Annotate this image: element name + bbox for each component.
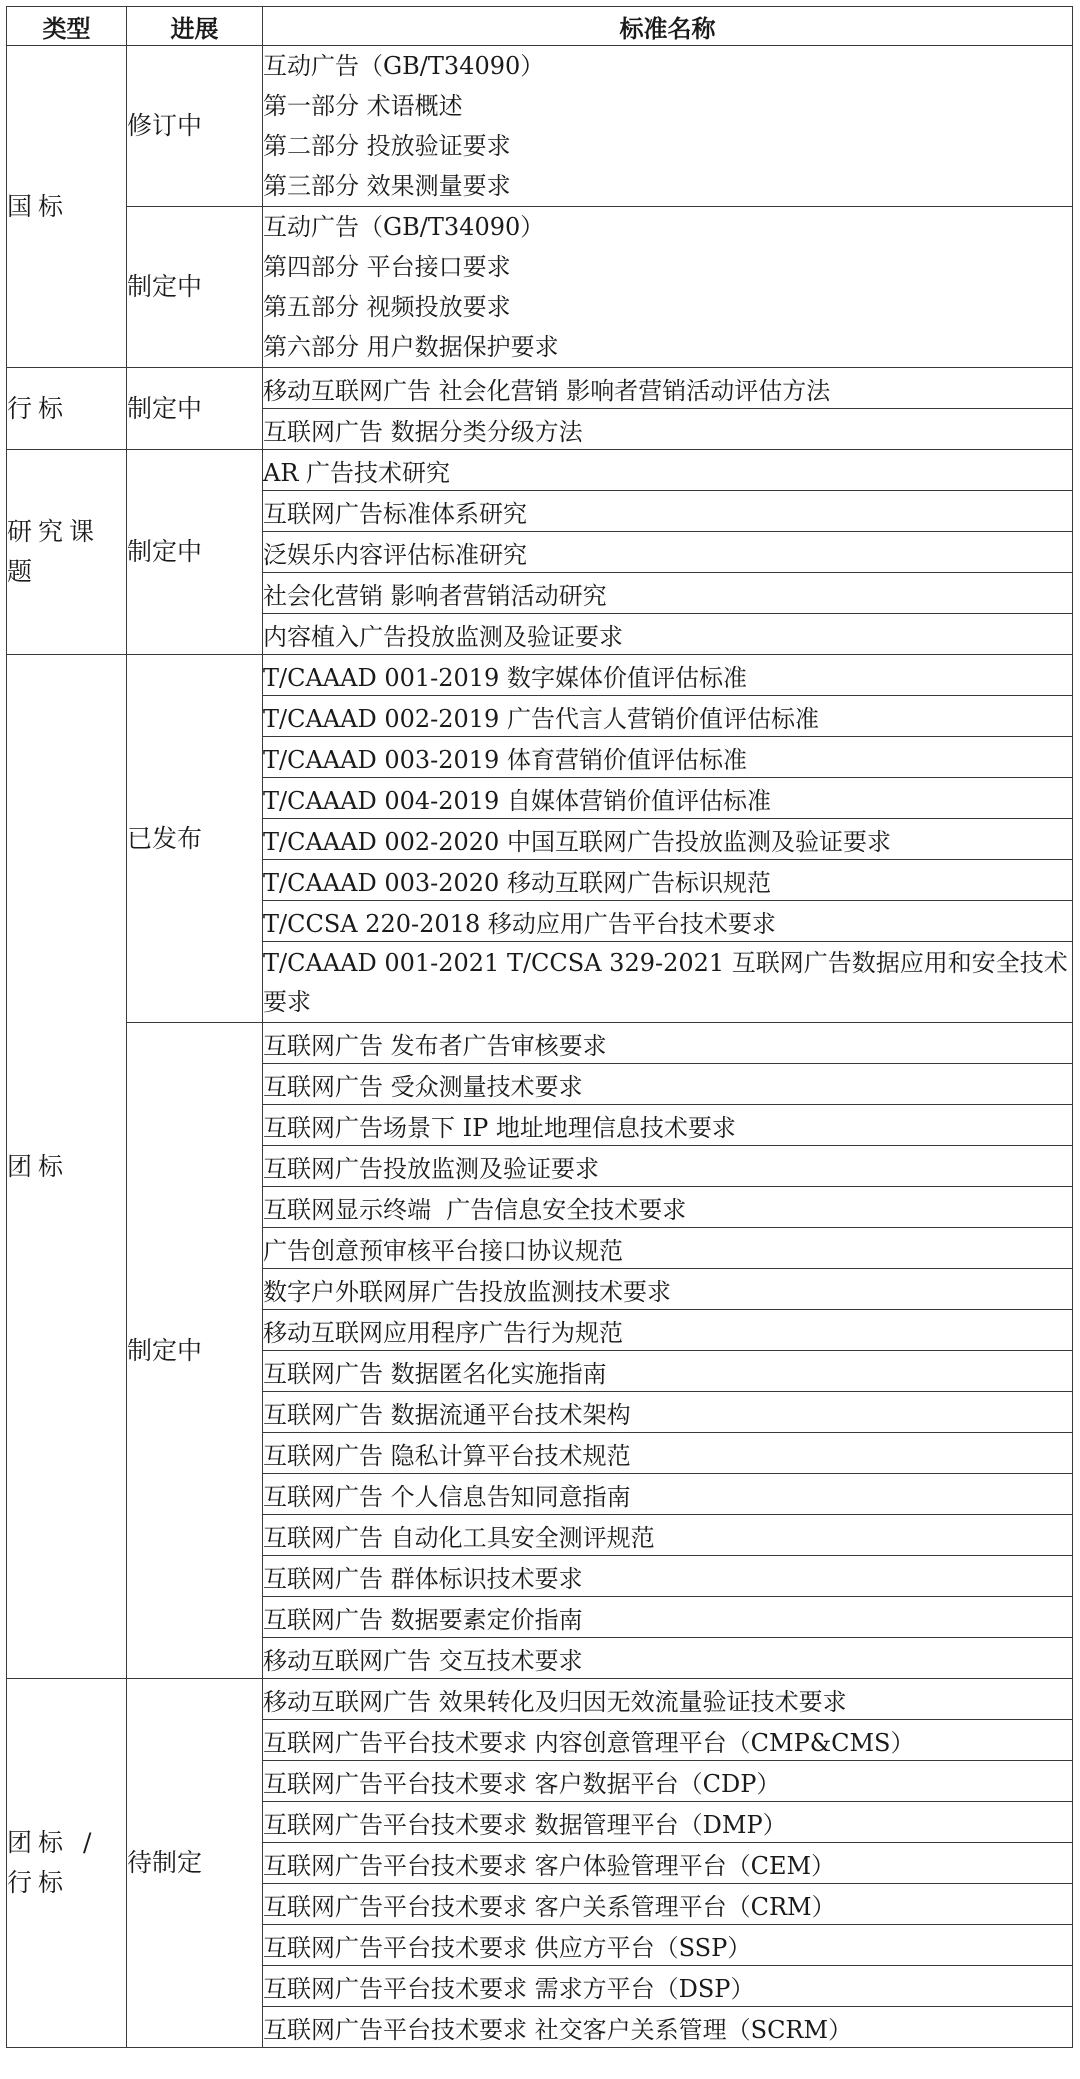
standard-name-cell: 移动互联网广告 效果转化及归因无效流量验证技术要求 <box>263 1679 1073 1720</box>
standard-name-cell: 互联网广告投放监测及验证要求 <box>263 1146 1073 1187</box>
standard-name-line: 第五部分 视频投放要求 <box>263 293 511 321</box>
standard-name-cell: 互联网广告平台技术要求 需求方平台（DSP） <box>263 1966 1073 2007</box>
standard-name-cell: T/CAAAD 002-2019 广告代言人营销价值评估标准 <box>263 696 1073 737</box>
standard-name-cell: 互联网广告场景下 IP 地址地理信息技术要求 <box>263 1105 1073 1146</box>
standard-name-cell: T/CAAAD 001-2019 数字媒体价值评估标准 <box>263 655 1073 696</box>
standard-name-cell: 互联网广告平台技术要求 社交客户关系管理（SCRM） <box>263 2007 1073 2048</box>
table-row <box>7 1023 1073 1064</box>
table-row <box>7 368 1073 409</box>
standard-name-cell: 互联网广告标准体系研究 <box>263 491 1073 532</box>
standard-name-cell: 数字户外联网屏广告投放监测技术要求 <box>263 1269 1073 1310</box>
standard-name-cell: 互联网广告平台技术要求 客户体验管理平台（CEM） <box>263 1843 1073 1884</box>
type-cell: 行标 <box>7 368 127 450</box>
table-row <box>7 46 1073 207</box>
standard-name-line: 互动广告（GB/T34090） <box>263 52 545 80</box>
standard-name-cell: T/CAAAD 003-2020 移动互联网广告标识规范 <box>263 860 1073 901</box>
standard-name-cell: 移动互联网广告 社会化营销 影响者营销活动评估方法 <box>263 368 1073 409</box>
standard-name-cell: 互联网广告 群体标识技术要求 <box>263 1556 1073 1597</box>
standard-name-cell <box>263 46 1073 207</box>
standard-name-cell: 互联网广告平台技术要求 客户关系管理平台（CRM） <box>263 1884 1073 1925</box>
standard-name-line: 互动广告（GB/T34090） <box>263 213 545 241</box>
header-type: 类型 <box>7 7 127 46</box>
type-cell: 国标 <box>7 46 127 368</box>
progress-cell: 制定中 <box>127 207 263 368</box>
standard-name-cell: 互联网广告平台技术要求 内容创意管理平台（CMP&CMS） <box>263 1720 1073 1761</box>
progress-cell: 已发布 <box>127 655 263 1023</box>
progress-cell: 制定中 <box>127 1023 263 1679</box>
standard-name-cell: 互联网广告 个人信息告知同意指南 <box>263 1474 1073 1515</box>
table-row <box>7 207 1073 368</box>
progress-cell: 修订中 <box>127 46 263 207</box>
standard-name-cell: 泛娱乐内容评估标准研究 <box>263 532 1073 573</box>
progress-cell: 制定中 <box>127 368 263 450</box>
standard-name-cell: 互联网广告 数据流通平台技术架构 <box>263 1392 1073 1433</box>
standard-name-cell: T/CAAAD 004-2019 自媒体营销价值评估标准 <box>263 778 1073 819</box>
type-cell: 团标 / 行标 <box>7 1679 127 2048</box>
standard-name-cell: 互联网广告 发布者广告审核要求 <box>263 1023 1073 1064</box>
table-row <box>7 450 1073 491</box>
standard-name-cell: 互联网广告平台技术要求 客户数据平台（CDP） <box>263 1761 1073 1802</box>
standard-name-cell: 内容植入广告投放监测及验证要求 <box>263 614 1073 655</box>
table-row <box>7 1679 1073 1720</box>
standard-name-cell: 移动互联网广告 交互技术要求 <box>263 1638 1073 1679</box>
standard-name-cell: 互联网广告 数据分类分级方法 <box>263 409 1073 450</box>
standard-name-cell <box>263 207 1073 368</box>
standard-name-cell: T/CAAAD 001-2021 T/CCSA 329-2021 互联网广告数据应用和安全技术要求 <box>263 942 1073 1023</box>
standard-name-cell: T/CAAAD 002-2020 中国互联网广告投放监测及验证要求 <box>263 819 1073 860</box>
standard-name-line: 第四部分 平台接口要求 <box>263 253 511 281</box>
standard-name-cell: 互联网显示终端 广告信息安全技术要求 <box>263 1187 1073 1228</box>
standard-name-cell: AR 广告技术研究 <box>263 450 1073 491</box>
standards-table <box>6 6 1073 2048</box>
table-row <box>7 655 1073 696</box>
type-cell: 团标 <box>7 655 127 1679</box>
standard-name-cell: 社会化营销 影响者营销活动研究 <box>263 573 1073 614</box>
standard-name-line: 第三部分 效果测量要求 <box>263 172 511 200</box>
standard-name-cell: T/CAAAD 003-2019 体育营销价值评估标准 <box>263 737 1073 778</box>
header-name: 标准名称 <box>263 7 1073 46</box>
standard-name-cell: 互联网广告 数据匿名化实施指南 <box>263 1351 1073 1392</box>
standard-name-line: 第六部分 用户数据保护要求 <box>263 333 559 361</box>
standard-name-line: 第一部分 术语概述 <box>263 92 463 120</box>
standard-name-cell: T/CCSA 220-2018 移动应用广告平台技术要求 <box>263 901 1073 942</box>
table-header-row <box>7 7 1073 46</box>
progress-cell: 待制定 <box>127 1679 263 2048</box>
standard-name-cell: 移动互联网应用程序广告行为规范 <box>263 1310 1073 1351</box>
standard-name-cell: 互联网广告 受众测量技术要求 <box>263 1064 1073 1105</box>
standard-name-cell: 互联网广告 隐私计算平台技术规范 <box>263 1433 1073 1474</box>
type-cell: 研究课题 <box>7 450 127 655</box>
standard-name-cell: 互联网广告平台技术要求 数据管理平台（DMP） <box>263 1802 1073 1843</box>
progress-cell: 制定中 <box>127 450 263 655</box>
standard-name-cell: 互联网广告 自动化工具安全测评规范 <box>263 1515 1073 1556</box>
standard-name-cell: 互联网广告 数据要素定价指南 <box>263 1597 1073 1638</box>
standard-name-cell: 广告创意预审核平台接口协议规范 <box>263 1228 1073 1269</box>
standard-name-cell: 互联网广告平台技术要求 供应方平台（SSP） <box>263 1925 1073 1966</box>
standard-name-line: 第二部分 投放验证要求 <box>263 132 511 160</box>
header-progress: 进展 <box>127 7 263 46</box>
